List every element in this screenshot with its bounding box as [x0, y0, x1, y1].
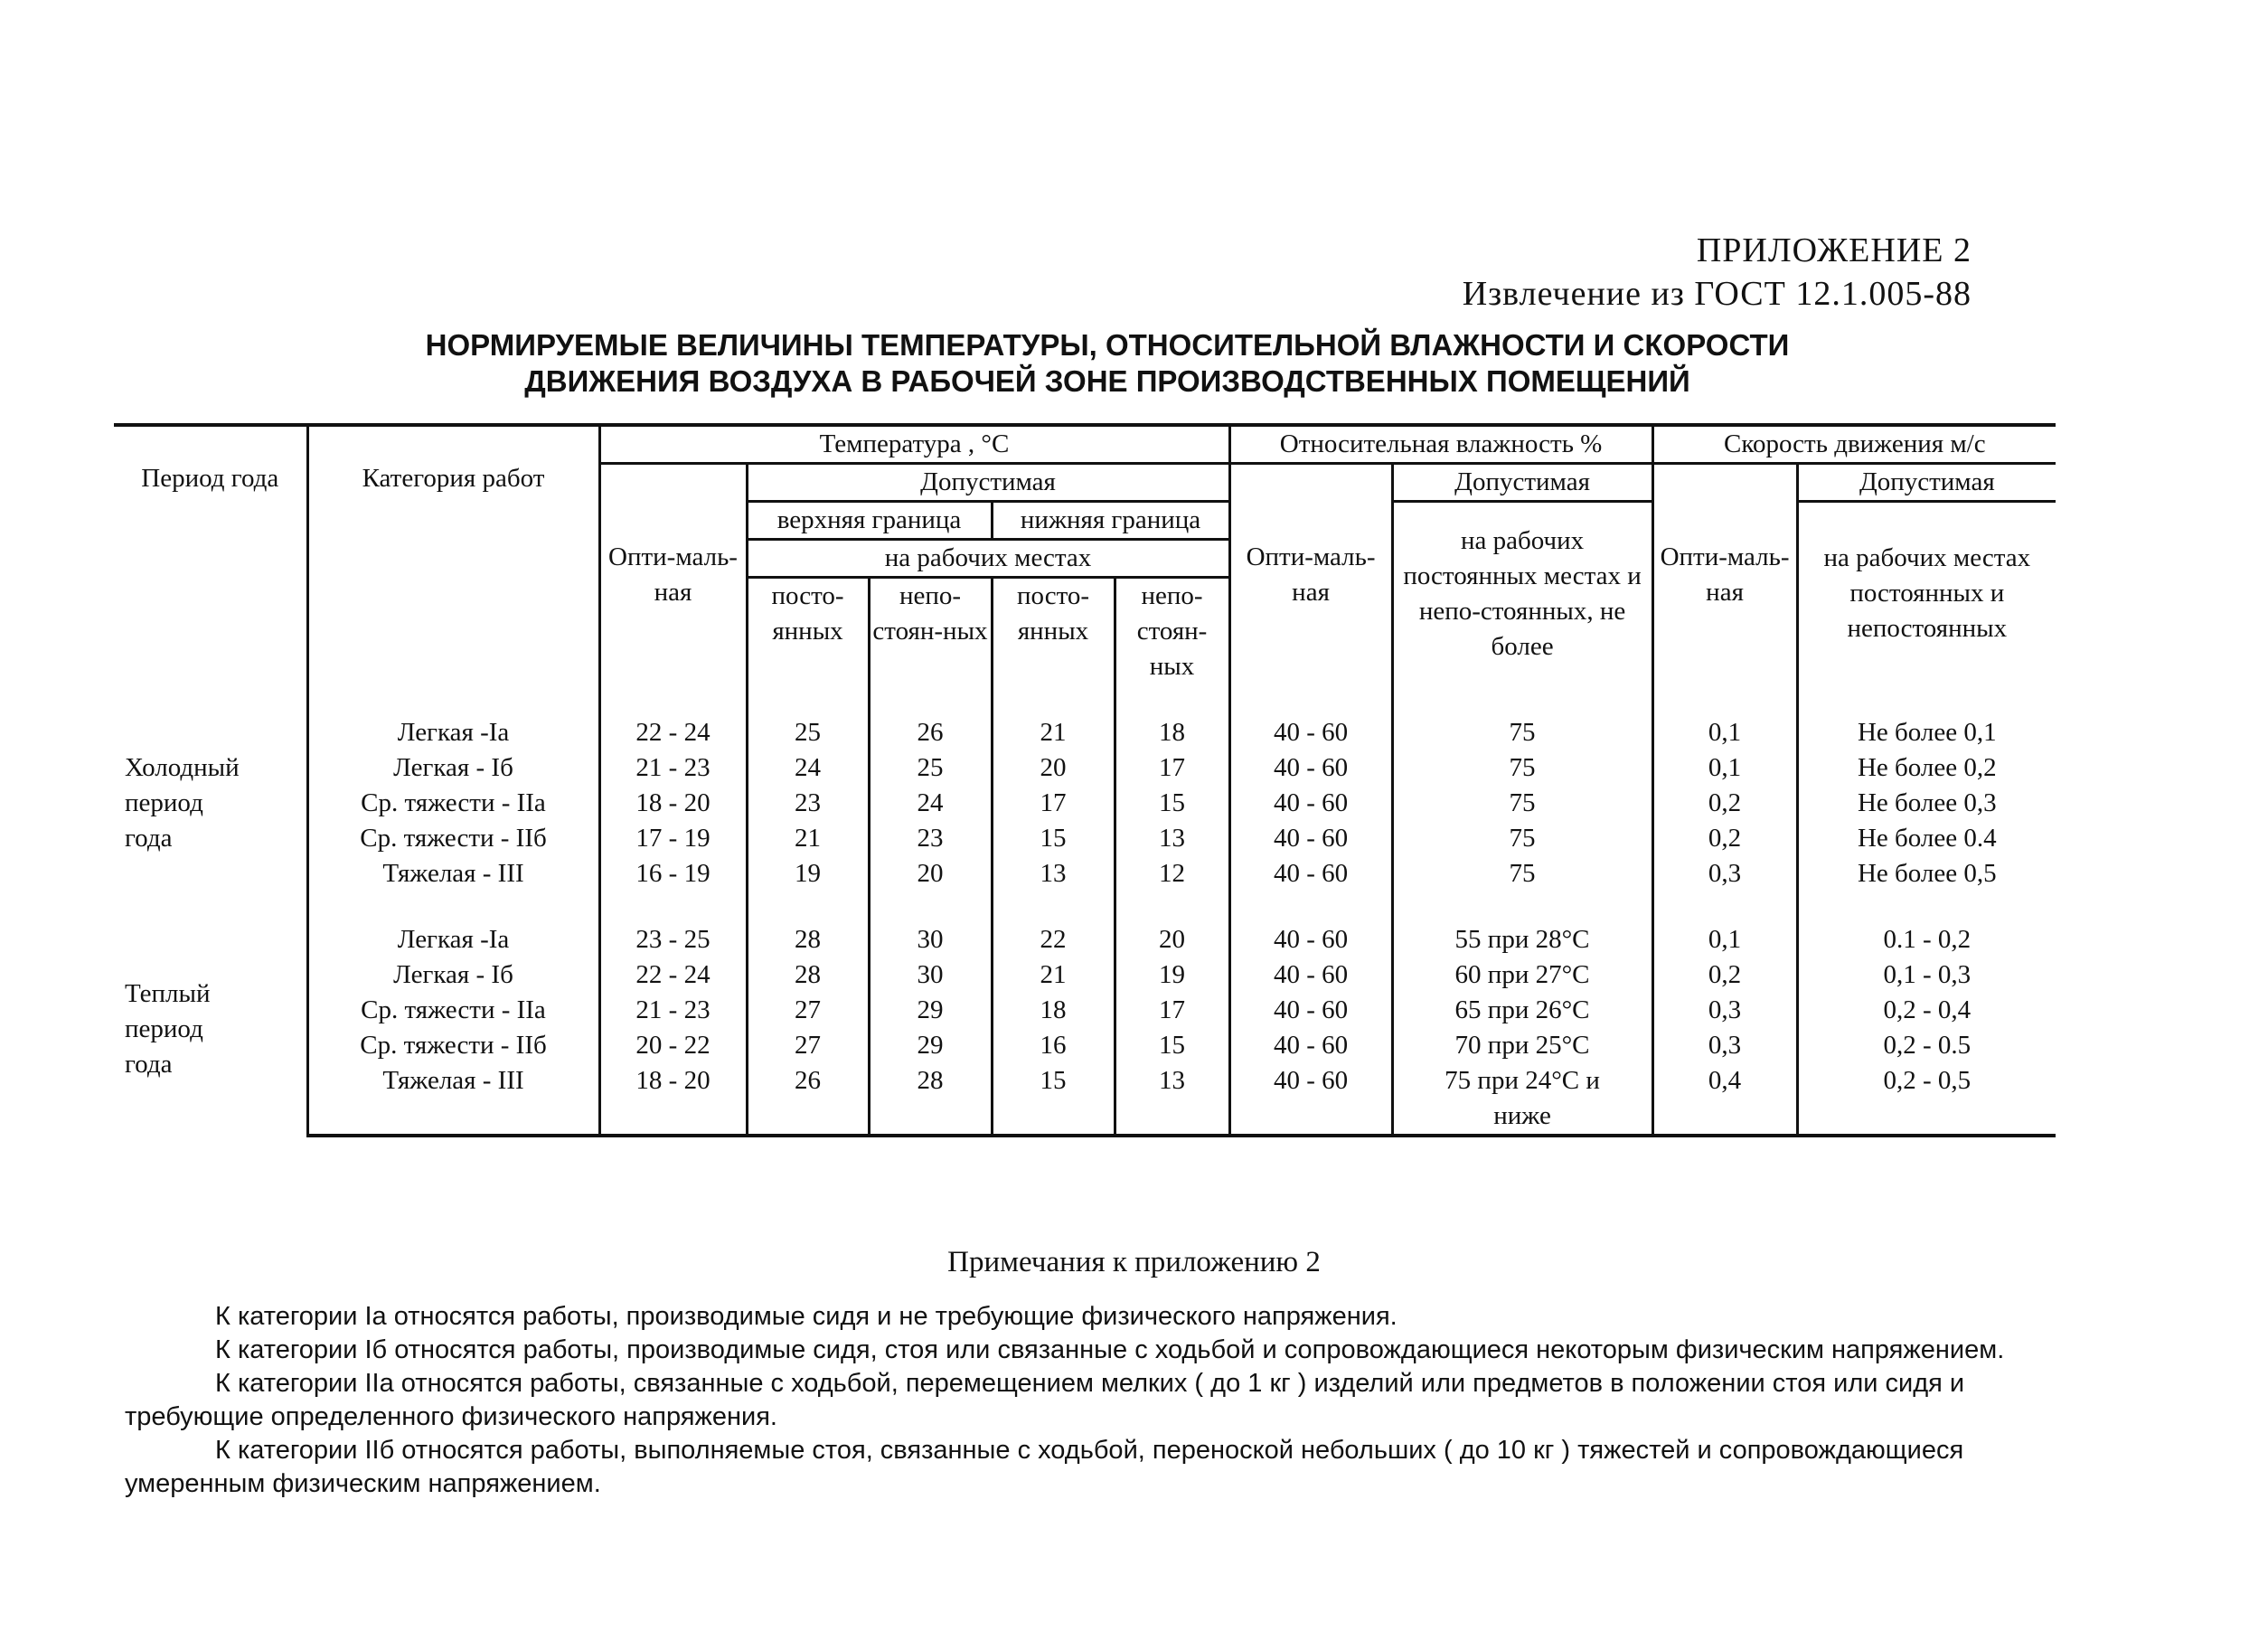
speed-allowed-cell: 0,2 - 0,5 — [1797, 1063, 2056, 1136]
speed-allowed-cell: 0.1 - 0,2 — [1797, 922, 2056, 957]
gap-cell — [1797, 891, 2056, 922]
humidity-optimal-cell: 40 - 60 — [1229, 993, 1392, 1028]
lower-permanent-cell: 21 — [992, 957, 1115, 993]
humidity-optimal-cell: 40 - 60 — [1229, 821, 1392, 856]
header-speed: Скорость движения м/с — [1652, 425, 2056, 464]
header-category: Категория работ — [307, 425, 599, 684]
table-row — [114, 715, 2056, 750]
lower-nonpermanent-cell: 19 — [1115, 957, 1229, 993]
header-upper-permanent: посто-янных — [747, 578, 869, 685]
lower-nonpermanent-cell: 17 — [1115, 993, 1229, 1028]
humidity-allowed-cell: 70 при 25°С — [1392, 1028, 1652, 1063]
gap-cell — [114, 684, 307, 715]
table-row — [114, 856, 2056, 891]
header-humidity: Относительная влажность % — [1229, 425, 1652, 464]
speed-optimal-cell: 0,1 — [1652, 715, 1797, 750]
category-cell: Ср. тяжести - IIб — [307, 821, 599, 856]
humidity-optimal-cell: 40 - 60 — [1229, 786, 1392, 821]
temperature-optimal-cell: 18 - 20 — [599, 1063, 747, 1136]
header-upper-nonpermanent: непо-стоян-ных — [869, 578, 992, 685]
header-speed-allowed-detail: на рабочих местах постоянных и непостоянных — [1797, 502, 2056, 685]
upper-permanent-cell: 24 — [747, 750, 869, 786]
header-period: Период года — [114, 425, 307, 684]
lower-permanent-cell: 22 — [992, 922, 1115, 957]
temperature-optimal-cell: 21 - 23 — [599, 750, 747, 786]
appendix-header — [1463, 229, 1972, 316]
humidity-allowed-cell: 75 — [1392, 715, 1652, 750]
category-cell: Легкая - Iб — [307, 750, 599, 786]
category-cell: Легкая -Iа — [307, 715, 599, 750]
humidity-allowed-cell: 75 при 24°С и ниже — [1392, 1063, 1652, 1136]
speed-allowed-cell: 0,2 - 0.5 — [1797, 1028, 2056, 1063]
humidity-allowed-cell: 75 — [1392, 856, 1652, 891]
upper-permanent-cell: 19 — [747, 856, 869, 891]
header-at-workplaces: на рабочих местах — [747, 540, 1229, 578]
temperature-optimal-cell: 20 - 22 — [599, 1028, 747, 1063]
humidity-optimal-cell: 40 - 60 — [1229, 715, 1392, 750]
header-lower-bound: нижняя граница — [992, 502, 1229, 540]
category-cell: Ср. тяжести - IIа — [307, 993, 599, 1028]
gap-cell — [307, 891, 599, 922]
document-title-line-2: ДВИЖЕНИЯ ВОЗДУХА В РАБОЧЕЙ ЗОНЕ ПРОИЗВОДСТВЕННЫХ ПОМЕЩЕНИЙ — [524, 364, 1690, 398]
lower-permanent-cell: 21 — [992, 715, 1115, 750]
gap-cell — [1652, 891, 1797, 922]
speed-allowed-cell: Не более 0,2 — [1797, 750, 2056, 786]
document-title-line-1: НОРМИРУЕМЫЕ ВЕЛИЧИНЫ ТЕМПЕРАТУРЫ, ОТНОСИТЕЛЬНОЙ ВЛАЖНОСТИ И СКОРОСТИ — [425, 328, 1790, 362]
upper-nonpermanent-cell: 20 — [869, 856, 992, 891]
gap-cell — [869, 684, 992, 715]
upper-nonpermanent-cell: 29 — [869, 993, 992, 1028]
gap-cell — [599, 891, 747, 922]
upper-permanent-cell: 28 — [747, 957, 869, 993]
gap-cell — [599, 684, 747, 715]
note-item: К категории IIа относятся работы, связанные с ходьбой, перемещением мелких ( до 1 кг ) изделий или предметов в положении стоя или сидя и требующие определенного физического напряжения. — [125, 1369, 1965, 1431]
humidity-allowed-cell: 75 — [1392, 821, 1652, 856]
temperature-optimal-cell: 17 - 19 — [599, 821, 747, 856]
gap-cell — [992, 684, 1115, 715]
lower-nonpermanent-cell: 20 — [1115, 922, 1229, 957]
humidity-allowed-cell: 65 при 26°С — [1392, 993, 1652, 1028]
header-upper-bound: верхняя граница — [747, 502, 992, 540]
header-lower-permanent: посто-янных — [992, 578, 1115, 685]
temperature-optimal-cell: 18 - 20 — [599, 786, 747, 821]
humidity-optimal-cell: 40 - 60 — [1229, 1028, 1392, 1063]
upper-permanent-cell: 26 — [747, 1063, 869, 1136]
gap-cell — [1652, 684, 1797, 715]
gap-cell — [747, 684, 869, 715]
norms-table — [114, 423, 2056, 1137]
period-cell: Холодный период года — [125, 753, 240, 853]
category-cell: Легкая - Iб — [307, 957, 599, 993]
table-row — [114, 1028, 2056, 1063]
appendix-label: ПРИЛОЖЕНИЕ 2 — [1696, 231, 1972, 269]
gap-cell — [992, 891, 1115, 922]
upper-nonpermanent-cell: 30 — [869, 957, 992, 993]
gap-cell — [307, 684, 599, 715]
upper-permanent-cell: 28 — [747, 922, 869, 957]
speed-allowed-cell: Не более 0,3 — [1797, 786, 2056, 821]
upper-nonpermanent-cell: 30 — [869, 922, 992, 957]
gap-cell — [1229, 684, 1392, 715]
lower-nonpermanent-cell: 13 — [1115, 821, 1229, 856]
header-humidity-optimal: Опти-маль-ная — [1229, 464, 1392, 685]
speed-optimal-cell: 0,1 — [1652, 750, 1797, 786]
lower-permanent-cell: 16 — [992, 1028, 1115, 1063]
table-row — [114, 750, 2056, 786]
lower-nonpermanent-cell: 12 — [1115, 856, 1229, 891]
humidity-allowed-cell: 75 — [1392, 750, 1652, 786]
speed-optimal-cell: 0,4 — [1652, 1063, 1797, 1136]
humidity-allowed-cell: 55 при 28°С — [1392, 922, 1652, 957]
document-title — [136, 327, 2079, 400]
header-temperature-optimal: Опти-маль-ная — [599, 464, 747, 685]
humidity-optimal-cell: 40 - 60 — [1229, 1063, 1392, 1136]
speed-optimal-cell: 0,2 — [1652, 821, 1797, 856]
table-row — [114, 786, 2056, 821]
temperature-optimal-cell: 22 - 24 — [599, 957, 747, 993]
speed-optimal-cell: 0,1 — [1652, 922, 1797, 957]
lower-permanent-cell: 18 — [992, 993, 1115, 1028]
table-body — [114, 684, 2056, 1136]
table-row — [114, 993, 2056, 1028]
speed-optimal-cell: 0,2 — [1652, 957, 1797, 993]
table-row — [114, 821, 2056, 856]
lower-nonpermanent-cell: 13 — [1115, 1063, 1229, 1136]
group-spacer — [114, 891, 2056, 922]
notes — [125, 1300, 2077, 1501]
speed-allowed-cell: Не более 0,5 — [1797, 856, 2056, 891]
header-speed-optimal: Опти-маль-ная — [1652, 464, 1797, 685]
upper-nonpermanent-cell: 23 — [869, 821, 992, 856]
speed-optimal-cell: 0,3 — [1652, 856, 1797, 891]
gap-cell — [747, 891, 869, 922]
lower-permanent-cell: 20 — [992, 750, 1115, 786]
category-cell: Ср. тяжести - IIа — [307, 786, 599, 821]
header-humidity-allowed: Допустимая — [1392, 464, 1652, 502]
humidity-optimal-cell: 40 - 60 — [1229, 856, 1392, 891]
humidity-allowed-cell: 60 при 27°С — [1392, 957, 1652, 993]
speed-optimal-cell: 0,3 — [1652, 993, 1797, 1028]
upper-permanent-cell: 27 — [747, 993, 869, 1028]
header-temperature: Температура , °С — [599, 425, 1229, 464]
lower-permanent-cell: 13 — [992, 856, 1115, 891]
upper-permanent-cell: 27 — [747, 1028, 869, 1063]
category-cell: Ср. тяжести - IIб — [307, 1028, 599, 1063]
gap-cell — [1229, 891, 1392, 922]
gap-cell — [1392, 891, 1652, 922]
temperature-optimal-cell: 16 - 19 — [599, 856, 747, 891]
upper-nonpermanent-cell: 24 — [869, 786, 992, 821]
lower-nonpermanent-cell: 15 — [1115, 1028, 1229, 1063]
speed-allowed-cell: 0,2 - 0,4 — [1797, 993, 2056, 1028]
header-lower-nonpermanent: непо-стоян-ных — [1115, 578, 1229, 685]
lower-nonpermanent-cell: 15 — [1115, 786, 1229, 821]
table-row — [114, 957, 2056, 993]
group-spacer — [114, 684, 2056, 715]
note-item: К категории Iа относятся работы, производимые сидя и не требующие физического напряжения. — [215, 1302, 1398, 1331]
speed-allowed-cell: 0,1 - 0,3 — [1797, 957, 2056, 993]
upper-nonpermanent-cell: 28 — [869, 1063, 992, 1136]
speed-allowed-cell: Не более 0,1 — [1797, 715, 2056, 750]
gap-cell — [114, 891, 307, 922]
gap-cell — [1115, 684, 1229, 715]
speed-allowed-cell: Не более 0.4 — [1797, 821, 2056, 856]
header-temperature-allowed: Допустимая — [747, 464, 1229, 502]
speed-optimal-cell: 0,3 — [1652, 1028, 1797, 1063]
lower-permanent-cell: 15 — [992, 1063, 1115, 1136]
humidity-optimal-cell: 40 - 60 — [1229, 922, 1392, 957]
category-cell: Тяжелая - III — [307, 856, 599, 891]
table-header — [114, 425, 2056, 684]
temperature-optimal-cell: 22 - 24 — [599, 715, 747, 750]
upper-permanent-cell: 21 — [747, 821, 869, 856]
note-item: К категории Iб относятся работы, производимые сидя, стоя или связанные с ходьбой и сопровождающиеся некоторым физическим напряжением. — [215, 1335, 2005, 1364]
period-cell: Теплый период года — [125, 978, 211, 1079]
table-row — [114, 1063, 2056, 1136]
category-cell: Легкая -Iа — [307, 922, 599, 957]
lower-permanent-cell: 17 — [992, 786, 1115, 821]
upper-nonpermanent-cell: 29 — [869, 1028, 992, 1063]
lower-nonpermanent-cell: 18 — [1115, 715, 1229, 750]
upper-permanent-cell: 23 — [747, 786, 869, 821]
table-row — [114, 922, 2056, 957]
lower-nonpermanent-cell: 17 — [1115, 750, 1229, 786]
appendix-source: Извлечение из ГОСТ 12.1.005-88 — [1462, 275, 1972, 313]
lower-permanent-cell: 15 — [992, 821, 1115, 856]
humidity-optimal-cell: 40 - 60 — [1229, 750, 1392, 786]
notes-title: Примечания к приложению 2 — [947, 1246, 1321, 1278]
upper-nonpermanent-cell: 26 — [869, 715, 992, 750]
category-cell: Тяжелая - III — [307, 1063, 599, 1136]
gap-cell — [1392, 684, 1652, 715]
note-item: К категории IIб относятся работы, выполняемые стоя, связанные с ходьбой, переноской небольших ( до 10 кг ) тяжестей и сопровождающиеся умеренным физическим напряжением. — [125, 1436, 1964, 1498]
humidity-optimal-cell: 40 - 60 — [1229, 957, 1392, 993]
temperature-optimal-cell: 21 - 23 — [599, 993, 747, 1028]
speed-optimal-cell: 0,2 — [1652, 786, 1797, 821]
header-humidity-allowed-detail: на рабочих постоянных местах и непо-стоянных, не более — [1392, 502, 1652, 685]
gap-cell — [1797, 684, 2056, 715]
humidity-allowed-cell: 75 — [1392, 786, 1652, 821]
temperature-optimal-cell: 23 - 25 — [599, 922, 747, 957]
gap-cell — [1115, 891, 1229, 922]
upper-permanent-cell: 25 — [747, 715, 869, 750]
header-speed-allowed: Допустимая — [1797, 464, 2056, 502]
upper-nonpermanent-cell: 25 — [869, 750, 992, 786]
gap-cell — [869, 891, 992, 922]
